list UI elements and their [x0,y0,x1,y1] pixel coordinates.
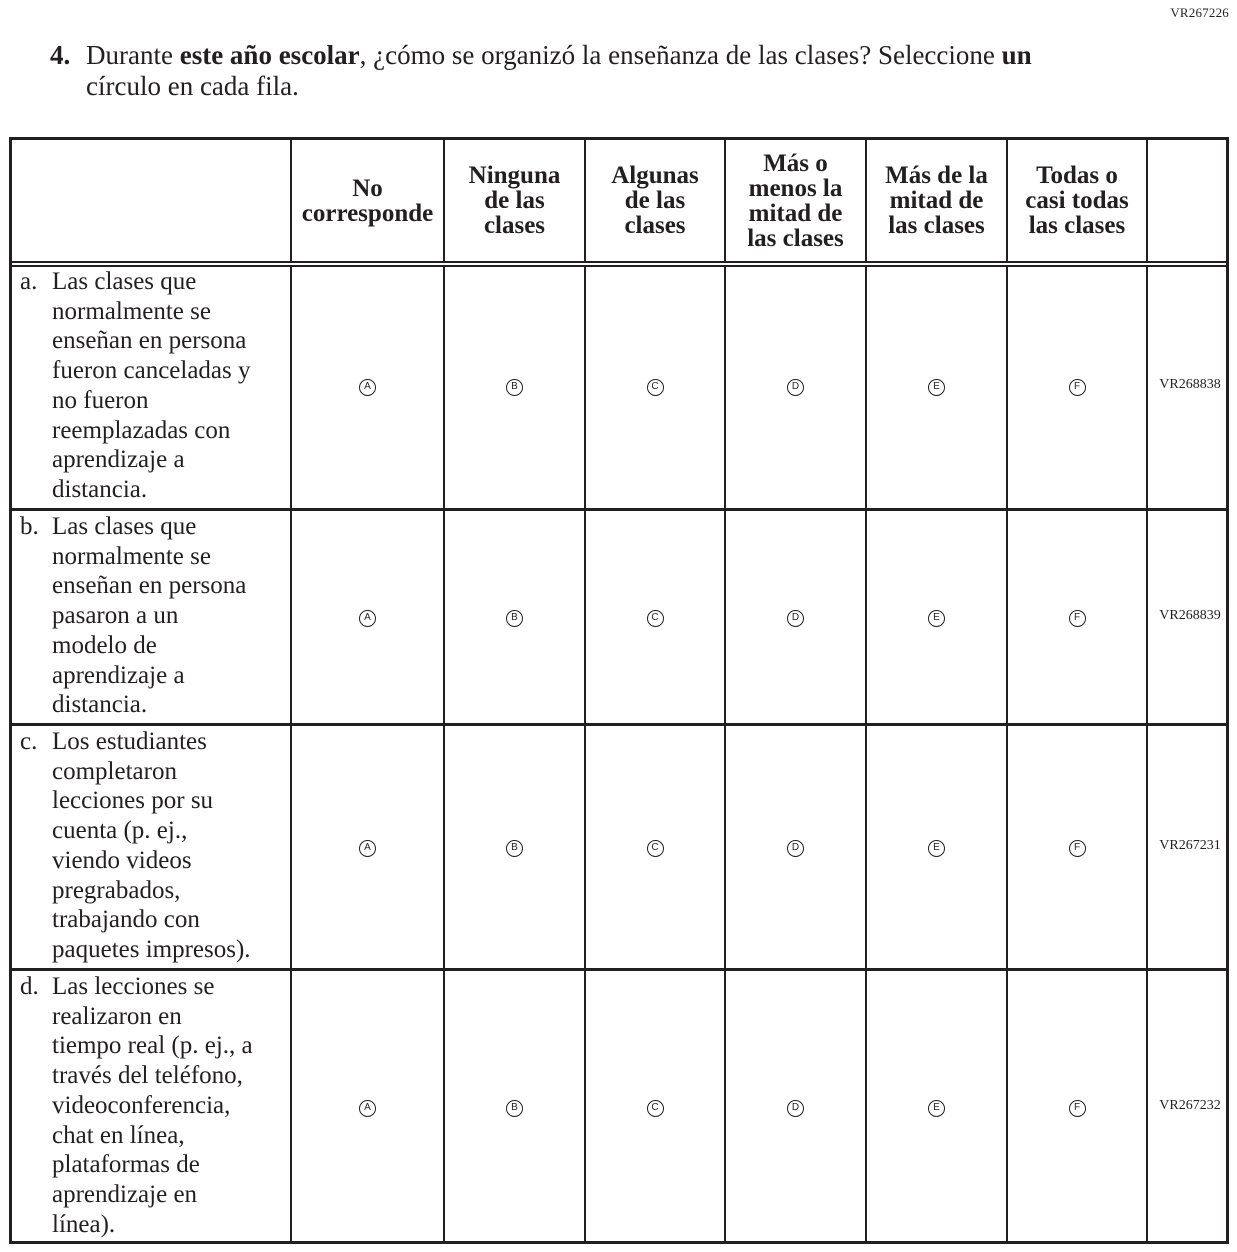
question-text [50,40,1200,102]
column-header-line: clases [483,212,546,239]
grid-divider [865,140,867,1241]
response-bubble-f[interactable]: F [1069,840,1086,857]
response-bubble-f[interactable]: F [1069,379,1086,396]
response-bubble-e[interactable]: E [928,610,945,627]
row-text-line: chat en línea, [52,1121,185,1149]
column-header [445,140,584,261]
grid-divider [724,140,726,1241]
column-header-text [747,151,844,251]
row-letter: b. [20,513,39,540]
row-text-line: paquetes impresos). [52,935,251,963]
row-text-line: fueron canceladas y [52,357,251,385]
question-seg1: Durante [86,40,180,70]
column-header-line: clases [624,212,686,239]
column-header-line: las clases [1028,212,1126,239]
row-text-line: cuenta (p. ej., [52,817,188,845]
column-header-line: corresponde [301,199,434,227]
row-text-line: reemplazadas con [52,416,231,444]
page-id: VR267226 [1170,5,1229,20]
row-text-line: normalmente se [52,297,211,325]
response-bubble-a[interactable]: A [359,1100,376,1117]
row-text [52,972,288,1239]
row-text-line: aprendizaje en [52,1180,198,1208]
grid-divider [1146,140,1148,1241]
row-text-line: realizaron en [52,1002,182,1030]
column-header [867,140,1006,261]
row-separator [12,508,1226,511]
response-bubble-b[interactable]: B [506,1100,523,1117]
column-header [726,140,865,261]
grid-divider [1006,140,1008,1241]
row-text-line: no fueron [52,386,149,414]
row-text-line: lecciones por su [52,787,214,815]
row-text-line: través del teléfono, [52,1062,243,1090]
response-bubble-a[interactable]: A [359,840,376,857]
response-bubble-a[interactable]: A [359,610,376,627]
response-bubble-c[interactable]: C [647,840,664,857]
response-bubble-b[interactable]: B [506,840,523,857]
row-text-line: pasaron a un [52,602,179,630]
response-bubble-e[interactable]: E [928,379,945,396]
row-text-line: normalmente se [52,542,211,570]
column-header-line: Más de la [885,162,988,189]
row-text-line: viendo videos [52,846,192,874]
column-header-line: Ninguna [468,162,561,189]
row-letter: a. [20,268,38,295]
response-bubble-c[interactable]: C [647,379,664,396]
row-letter: d. [20,973,39,1000]
column-header-text [469,163,561,238]
row-text-line: enseñan en persona [52,572,247,600]
row-separator [12,968,1226,971]
question-emphasis-one: un [1001,40,1032,70]
column-header [292,140,443,261]
column-header-line: de las [624,187,686,214]
question-seg3: , ¿cómo se organizó la enseñanza de las clases? Seleccione [359,40,1002,70]
column-header-line: de las [484,187,545,214]
column-header-line: Algunas [611,162,699,189]
grid-divider [443,140,445,1241]
row-item-code: VR267231 [1159,838,1221,853]
response-bubble-d[interactable]: D [787,840,804,857]
row-separator [12,723,1226,726]
row-letter: c. [20,728,38,755]
response-bubble-b[interactable]: B [506,610,523,627]
column-header-line: mitad de [748,199,843,227]
response-bubble-e[interactable]: E [928,840,945,857]
response-bubble-c[interactable]: C [647,610,664,627]
row-text-line: modelo de [52,631,157,659]
response-bubble-c[interactable]: C [647,1100,664,1117]
row-text-line: distancia. [52,475,148,503]
response-bubble-d[interactable]: D [787,379,804,396]
row-text-line: completaron [52,757,177,785]
grid-divider [290,140,292,1241]
column-header-line: Todas o [1036,162,1118,189]
row-text-line: Las clases que [52,268,197,295]
column-header-text [1025,163,1128,238]
row-text-line: tiempo real (p. ej., a [52,1032,253,1060]
column-header-text [302,176,433,226]
row-text-line: línea). [52,1210,116,1238]
response-bubble-d[interactable]: D [787,1100,804,1117]
row-item-code: VR267232 [1159,1098,1221,1113]
column-header-text [885,163,988,238]
row-text-line: Los estudiantes [52,728,207,755]
column-header-line: Más o [763,149,828,177]
row-text-line: aprendizaje a [52,446,185,474]
row-text-line: videoconferencia, [52,1091,231,1119]
row-item-code: VR268839 [1159,608,1221,623]
row-text-line: trabajando con [52,906,200,934]
grid-divider [584,140,586,1241]
column-header-line: las clases [888,212,985,239]
question-line-2: círculo en cada fila. [86,71,299,101]
row-text [52,727,288,965]
response-grid [9,137,1229,1244]
row-text-line: pregrabados, [52,876,181,904]
row-text-line: distancia. [52,691,148,719]
row-text-line: aprendizaje a [52,661,185,689]
response-bubble-e[interactable]: E [928,1100,945,1117]
response-bubble-f[interactable]: F [1069,1100,1086,1117]
row-item-code: VR268838 [1159,377,1221,392]
response-bubble-f[interactable]: F [1069,610,1086,627]
column-header-text [611,163,699,238]
question-line-1 [50,40,1200,71]
column-header-line: las clases [747,224,844,252]
row-text-line: Las clases que [52,513,197,540]
response-bubble-d[interactable]: D [787,610,804,627]
column-header-line: mitad de [889,187,984,214]
column-header-line: casi todas [1025,187,1129,214]
row-text [52,512,288,720]
response-bubble-b[interactable]: B [506,379,523,396]
column-header-line: No [352,174,383,202]
column-header [1008,140,1146,261]
question-number: 4. [50,40,71,70]
row-text-line: Las lecciones se [52,973,215,1000]
question-emphasis-year: este año escolar [179,40,360,70]
response-bubble-a[interactable]: A [359,379,376,396]
column-header-line: menos la [748,174,843,202]
row-text-line: enseñan en persona [52,327,247,355]
row-text-line: plataformas de [52,1151,200,1179]
row-text [52,267,288,505]
column-header [586,140,724,261]
